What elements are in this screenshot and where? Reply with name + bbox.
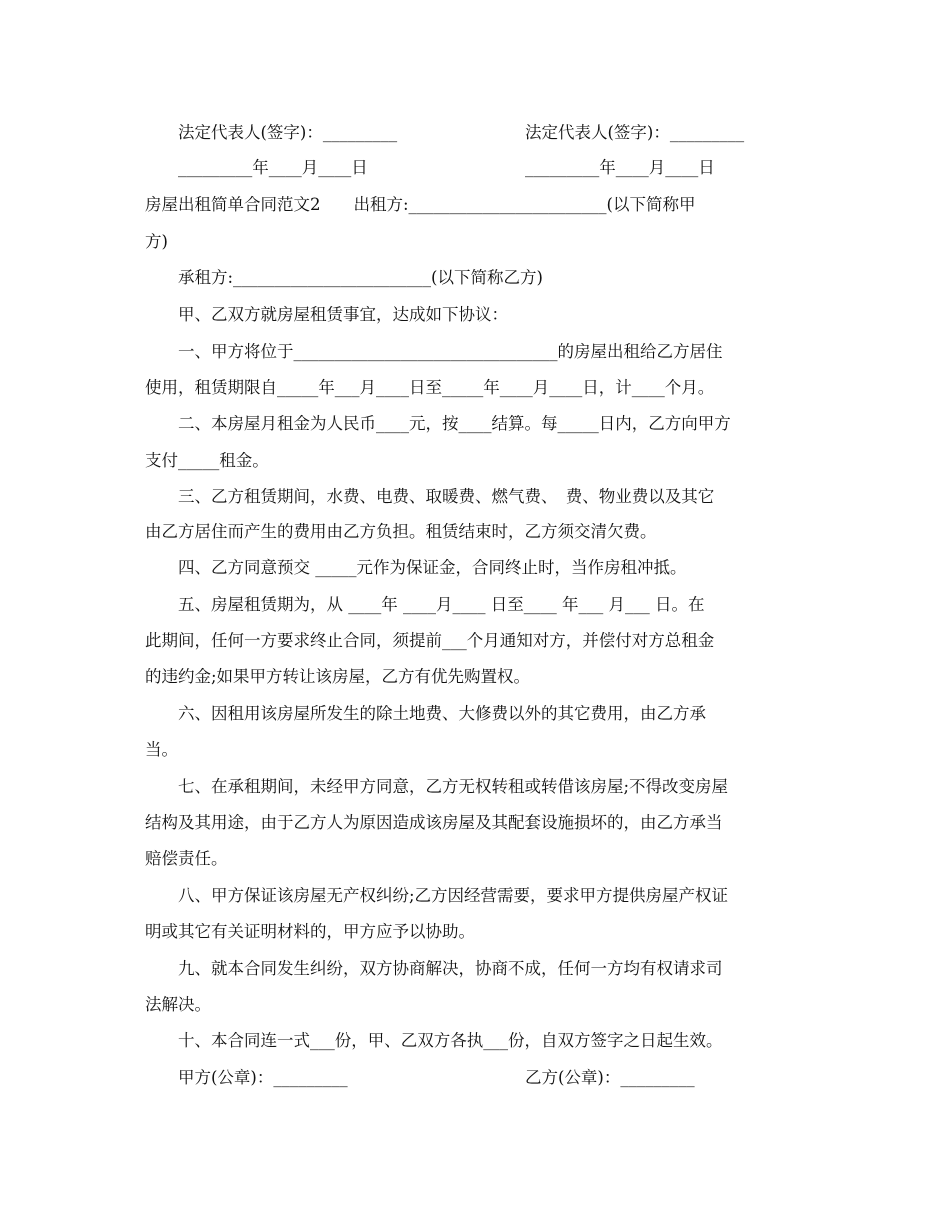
clause-line: 十、本合同连一式___份，甲、乙双方各执___份，自双方签字之日起生效。 [178,1031,723,1050]
contract-title-lessor-cont: 方) [145,232,168,251]
clause-line: 赔偿责任。 [145,849,228,868]
clause-line: 法解决。 [145,995,211,1014]
clause-line: 四、乙方同意预交 _____元作为保证金，合同终止时，当作房租冲抵。 [178,558,687,577]
clause-line: 九、就本合同发生纠纷，双方协商解决，协商不成，任何一方均有权请求司 [178,959,723,978]
clause-line: 七、在承租期间，未经甲方同意，乙方无权转租或转借该房屋;不得改变房屋 [178,777,729,796]
right-sign-date: _________年____月____日 [525,158,715,177]
contract-title-lessor: 房屋出租简单合同范文2 出租方:________________________(以下简称甲 [145,195,696,214]
agreement-intro: 甲、乙双方就房屋租赁事宜，达成如下协议： [178,305,508,324]
right-legal-rep: 法定代表人(签字)：_________ [525,123,745,142]
party-b-seal: 乙方(公章)：_________ [525,1068,695,1087]
clause-line: 明或其它有关证明材料的，甲方应予以协助。 [145,922,475,941]
party-a-seal: 甲方(公章)：_________ [178,1068,348,1087]
clause-line: 二、本房屋月租金为人民币____元，按____结算。每_____日内，乙方向甲方 [178,414,731,433]
left-legal-rep: 法定代表人(签字)：_________ [178,123,398,142]
clause-line: 使用，租赁期限自_____年___月____日至_____年____月____日，计____个月。 [145,378,715,397]
clause-line: 由乙方居住而产生的费用由乙方负担。租赁结束时，乙方须交清欠费。 [145,522,657,541]
lessee-line: 承租方:________________________(以下简称乙方) [178,268,543,287]
clause-line: 六、因租用该房屋所发生的除土地费、大修费以外的其它费用，由乙方承 [178,704,706,723]
clause-line: 此期间，任何一方要求终止合同，须提前___个月通知对方，并偿付对方总租金 [145,631,715,650]
clause-line: 五、房屋租赁期为，从 ____年 ____月____ 日至____ 年___ 月___ 日。在 [178,595,705,614]
clause-line: 结构及其用途，由于乙方人为原因造成该房屋及其配套设施损坏的，由乙方承当 [145,813,723,832]
clause-line: 一、甲方将位于________________________________的房屋出租给乙方居住 [178,342,723,361]
clause-line: 八、甲方保证该房屋无产权纠纷;乙方因经营需要，要求甲方提供房屋产权证 [178,886,729,905]
clause-line: 支付_____租金。 [145,451,269,470]
left-sign-date: _________年____月____日 [178,158,368,177]
clause-line: 当。 [145,740,178,759]
clause-line: 的违约金;如果甲方转让该房屋，乙方有优先购置权。 [145,667,531,686]
clause-line: 三、乙方租赁期间，水费、电费、取暖费、燃气费、 费、物业费以及其它 [178,487,715,506]
